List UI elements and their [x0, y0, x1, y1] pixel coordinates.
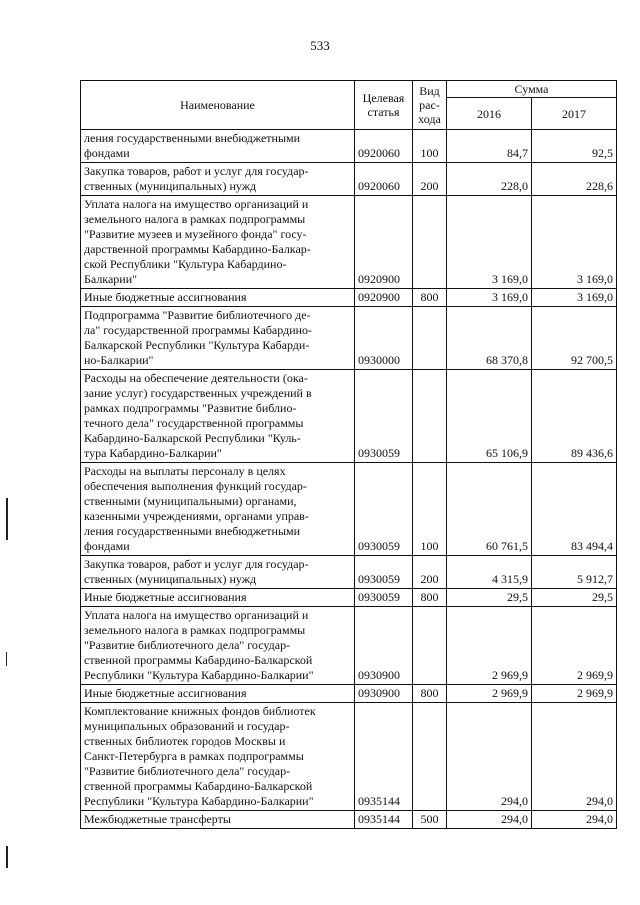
row-value-2016-cell: 4 315,9	[447, 556, 532, 589]
row-value-2017-cell: 92 700,5	[532, 307, 617, 370]
row-value-2016-cell: 65 106,9	[447, 370, 532, 463]
row-type-cell: 800	[413, 589, 447, 607]
row-value-2017-cell: 3 169,0	[532, 289, 617, 307]
table-row	[81, 685, 617, 703]
table-row	[81, 703, 617, 811]
row-code-cell: 0930900	[355, 685, 413, 703]
row-type-cell	[413, 370, 447, 463]
row-value-2017-cell: 294,0	[532, 811, 617, 829]
table-row	[81, 811, 617, 829]
table-row	[81, 130, 617, 163]
row-code-cell: 0930000	[355, 307, 413, 370]
row-value-2016-cell: 2 969,9	[447, 685, 532, 703]
row-type-cell: 100	[413, 463, 447, 556]
header-year-2016: 2016	[447, 98, 532, 130]
row-type-cell: 200	[413, 163, 447, 196]
row-type-cell	[413, 196, 447, 289]
row-value-2016-cell: 3 169,0	[447, 289, 532, 307]
row-value-2016-cell: 294,0	[447, 811, 532, 829]
row-value-2017-cell: 29,5	[532, 589, 617, 607]
row-code-cell: 0920060	[355, 130, 413, 163]
row-value-2016-cell: 60 761,5	[447, 463, 532, 556]
row-value-2017-cell: 2 969,9	[532, 607, 617, 685]
row-code-cell: 0920060	[355, 163, 413, 196]
row-name-cell: Иные бюджетные ассигнования	[81, 685, 355, 703]
row-name-cell: Закупка товаров, работ и услуг для государ- ственных (муниципальных) нужд	[81, 163, 355, 196]
table-row	[81, 289, 617, 307]
row-code-cell: 0930059	[355, 589, 413, 607]
table-row	[81, 556, 617, 589]
row-type-cell: 800	[413, 685, 447, 703]
row-value-2017-cell: 5 912,7	[532, 556, 617, 589]
header-code: Целевая статья	[355, 81, 413, 130]
table-row	[81, 370, 617, 463]
table-row	[81, 463, 617, 556]
row-value-2017-cell: 83 494,4	[532, 463, 617, 556]
table-row	[81, 607, 617, 685]
row-name-cell: Уплата налога на имущество организаций и земельного налога в рамках подпрограммы "Развитие музеев и музейного фонда" госу- дарственной программы Кабардино-Балкар- ской Республики "Культура Кабардино- Балкарии"	[81, 196, 355, 289]
row-type-cell	[413, 307, 447, 370]
row-code-cell: 0930059	[355, 556, 413, 589]
row-code-cell: 0935144	[355, 811, 413, 829]
header-type: Вид рас- хода	[413, 81, 447, 130]
row-type-cell	[413, 607, 447, 685]
header-sum: Сумма	[447, 81, 617, 98]
row-value-2016-cell: 68 370,8	[447, 307, 532, 370]
row-name-cell: Межбюджетные трансферты	[81, 811, 355, 829]
row-code-cell: 0930059	[355, 370, 413, 463]
row-value-2016-cell: 29,5	[447, 589, 532, 607]
row-value-2017-cell: 294,0	[532, 703, 617, 811]
table-row	[81, 589, 617, 607]
margin-mark	[6, 652, 7, 666]
row-type-cell: 500	[413, 811, 447, 829]
row-name-cell: Комплектование книжных фондов библиотек муниципальных образований и государ- ственных библиотек городов Москвы и Санкт-Петербурга в рамках подпрограммы "Развитие библиотечного дела" государ- ственной программы Кабардино-Балкарской Республики "Культура Кабардино-Балкарии"	[81, 703, 355, 811]
row-code-cell: 0930059	[355, 463, 413, 556]
row-type-cell: 200	[413, 556, 447, 589]
margin-mark	[6, 498, 8, 540]
row-value-2016-cell: 3 169,0	[447, 196, 532, 289]
row-type-cell: 100	[413, 130, 447, 163]
row-value-2016-cell: 84,7	[447, 130, 532, 163]
row-value-2017-cell: 92,5	[532, 130, 617, 163]
budget-table	[80, 80, 617, 829]
header-year-2017: 2017	[532, 98, 617, 130]
header-name: Наименование	[81, 81, 355, 130]
table-row	[81, 196, 617, 289]
row-value-2016-cell: 228,0	[447, 163, 532, 196]
row-name-cell: Подпрограмма "Развитие библиотечного де- ла" государственной программы Кабардино- Балкарской Республики "Культура Кабарди- но-Балкарии"	[81, 307, 355, 370]
row-type-cell: 800	[413, 289, 447, 307]
row-code-cell: 0930900	[355, 607, 413, 685]
row-value-2016-cell: 294,0	[447, 703, 532, 811]
row-name-cell: Расходы на выплаты персоналу в целях обеспечения выполнения функций государ- ственными (муниципальными) органами, казенными учреждениями, органами управ- ления государственными внебюджетными фондами	[81, 463, 355, 556]
row-value-2017-cell: 89 436,6	[532, 370, 617, 463]
row-code-cell: 0920900	[355, 289, 413, 307]
row-name-cell: Иные бюджетные ассигнования	[81, 289, 355, 307]
row-name-cell: Закупка товаров, работ и услуг для государ- ственных (муниципальных) нужд	[81, 556, 355, 589]
margin-mark	[6, 846, 8, 868]
row-code-cell: 0920900	[355, 196, 413, 289]
page-number: 533	[310, 38, 330, 53]
row-name-cell: ления государственными внебюджетными фондами	[81, 130, 355, 163]
table-row	[81, 307, 617, 370]
row-value-2016-cell: 2 969,9	[447, 607, 532, 685]
row-code-cell: 0935144	[355, 703, 413, 811]
row-value-2017-cell: 2 969,9	[532, 685, 617, 703]
row-value-2017-cell: 3 169,0	[532, 196, 617, 289]
table-row	[81, 163, 617, 196]
row-name-cell: Иные бюджетные ассигнования	[81, 589, 355, 607]
row-value-2017-cell: 228,6	[532, 163, 617, 196]
row-name-cell: Расходы на обеспечение деятельности (ока- зание услуг) государственных учреждений в рамках подпрограммы "Развитие библио- течного дела" государственной программы Кабардино-Балкарской Республики "Куль- тура Кабардино-Балкарии"	[81, 370, 355, 463]
row-name-cell: Уплата налога на имущество организаций и земельного налога в рамках подпрограммы "Развитие библиотечного дела" государ- ственной программы Кабардино-Балкарской Республики "Культура Кабардино-Балкарии"	[81, 607, 355, 685]
row-type-cell	[413, 703, 447, 811]
